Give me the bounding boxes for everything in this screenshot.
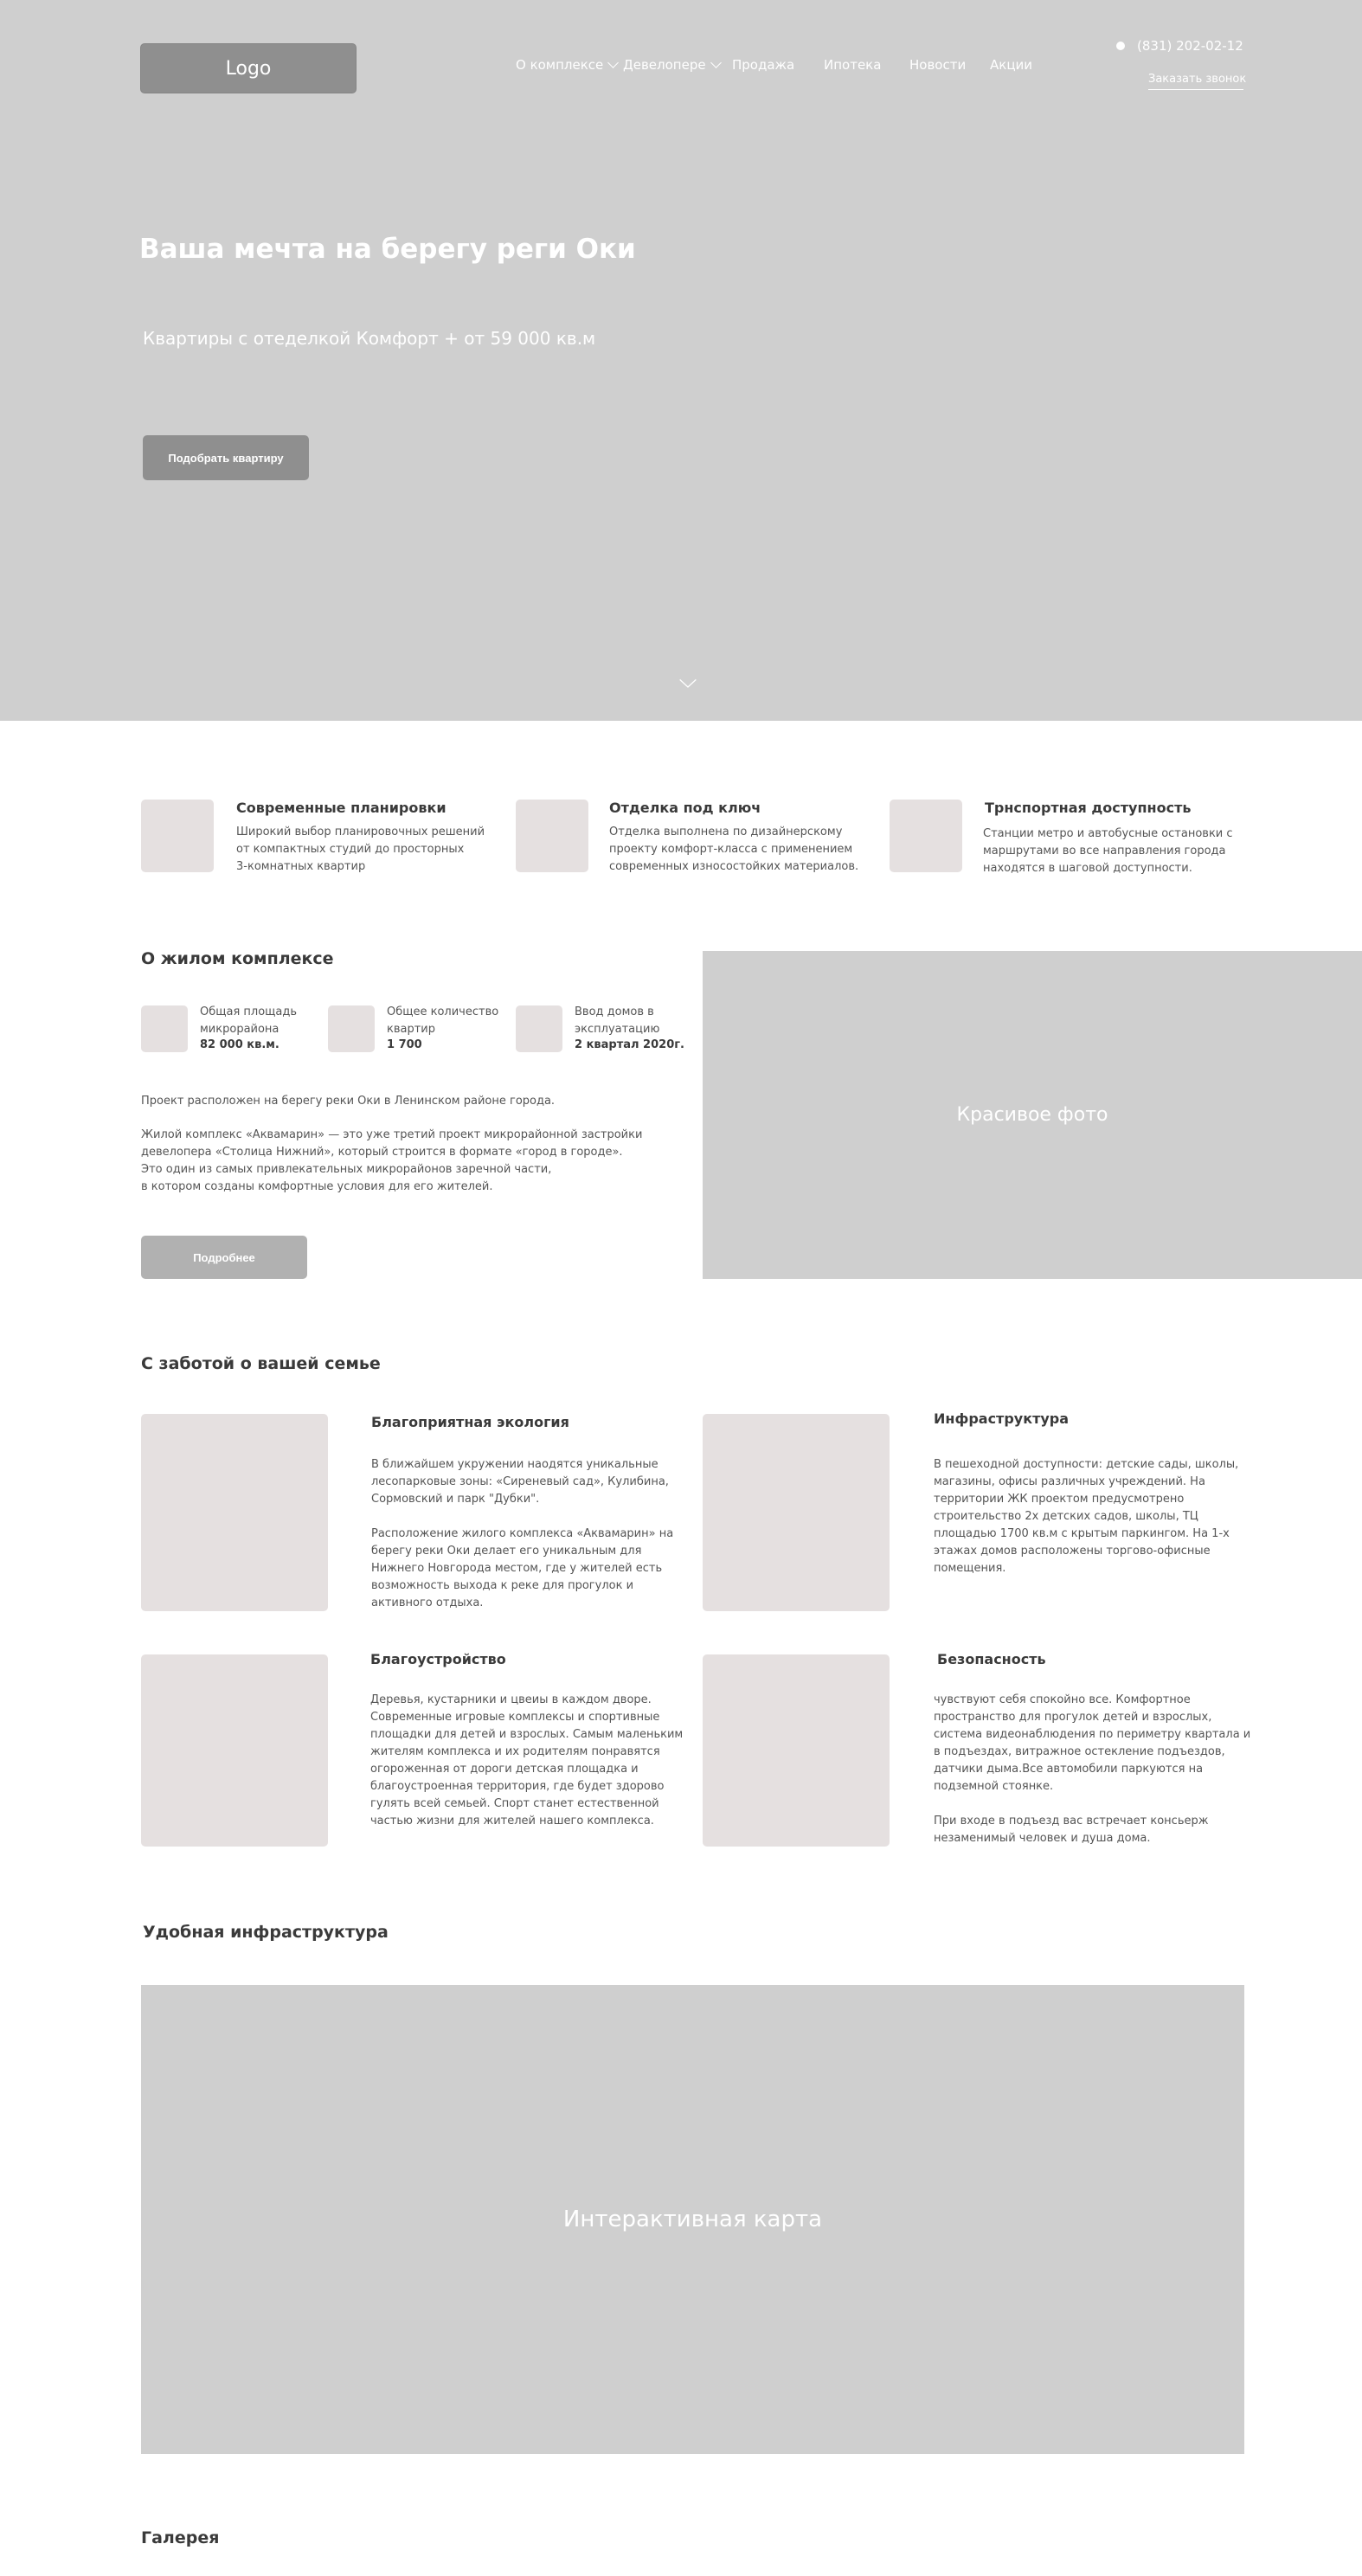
nav-item-label: Девелопере: [623, 57, 706, 73]
nav-item-label: Новости: [909, 57, 967, 73]
stat-value: 1 700: [387, 1038, 422, 1051]
map-label: Интерактивная карта: [562, 2207, 823, 2232]
nav-item-developer[interactable]: [623, 57, 720, 73]
phone-icon: [1116, 42, 1125, 50]
care-item-title: Благоприятная экология: [371, 1414, 569, 1430]
infrastructure-title: Удобная инфраструктура: [143, 1923, 389, 1942]
nav-item-mortgage[interactable]: [824, 57, 881, 73]
chevron-down-icon: [710, 57, 722, 68]
care-item-text: В ближайшем укружении наодятся уникальные лесопарковые зоны: «Сиреневый сад», Кулибина, Сормовский и парк "Дубки". Расположение жилого комплекса «Аквамарин» на берегу реки Оки делает его уникальным для Нижнего Новгорода местом, где у жителей есть возможность выхода к реке для прогулок и активного отдыха.: [371, 1458, 674, 1609]
feature-text: Отделка выполнена по дизайнерскому проекту комфорт-класса с применением современных износостойких материалов.: [609, 825, 859, 873]
photo-placeholder: [703, 951, 1362, 1279]
feature-image: [516, 800, 588, 872]
feature-title: Отделка под ключ: [609, 800, 761, 816]
stat-image: [328, 1005, 375, 1052]
chevron-down-icon: [607, 57, 619, 68]
callback-link[interactable]: Заказать звонок: [1148, 73, 1243, 90]
choose-apartment-button[interactable]: Подобрать квартиру: [143, 435, 309, 480]
feature-image: [890, 800, 962, 872]
care-image: [703, 1654, 890, 1847]
care-item-title: Благоустройство: [370, 1651, 506, 1667]
phone-number[interactable]: [1116, 38, 1243, 54]
nav-item-label: Акции: [990, 57, 1033, 73]
gallery-title: Галерея: [141, 2528, 220, 2547]
stat-item: [328, 1004, 518, 1056]
phone-text: (831) 202-02-12: [1137, 38, 1243, 54]
feature-item: [141, 800, 504, 877]
care-image: [141, 1414, 328, 1611]
nav-item-sales[interactable]: [732, 57, 794, 73]
interactive-map[interactable]: [141, 1985, 1244, 2454]
care-item-title: Инфраструктура: [934, 1410, 1070, 1427]
feature-item: [516, 800, 879, 877]
feature-text: Станции метро и автобусные остановки с маршрутами во все направления города находятся в шаговой доступности.: [983, 827, 1233, 875]
stat-label: Общее количество квартир: [387, 1005, 499, 1036]
about-paragraph: Жилой комплекс «Аквамарин» — это уже третий проект микрорайонной застройки девелопера «Столица Нижний», который строится в формате «город в городе». Это один из самых привлекательных микрорайонов заречной части, в котором созданы комфортные условия для его жителей.: [141, 1128, 643, 1193]
nav-item-label: Продажа: [732, 57, 795, 73]
feature-item: [890, 800, 1253, 877]
care-image: [141, 1654, 328, 1847]
photo-label: Красивое фото: [956, 1104, 1108, 1126]
stat-image: [141, 1005, 188, 1052]
stat-value: 82 000 кв.м.: [200, 1038, 279, 1051]
nav-item-promotions[interactable]: [990, 57, 1032, 73]
feature-title: Трнспортная доступность: [985, 800, 1192, 816]
hero-section: [0, 0, 1362, 721]
care-item-text: В пешеходной доступности: детские сады, школы, магазины, офисы различных учреждений. На территории ЖК проектом предусмотрено строительство 2х детских садов, школы, ТЦ площадью 1700 кв.м с крытым паркингом. На 1-х этажах домов расположены торгово-офисные помещения.: [934, 1458, 1239, 1575]
chevron-down-icon[interactable]: [679, 675, 697, 692]
nav-item-label: Ипотека: [824, 57, 882, 73]
more-button[interactable]: Подробнее: [141, 1236, 307, 1279]
feature-text: Широкий выбор планировочных решений от компактных студий до просторных 3-комнатных квартир: [236, 825, 485, 873]
feature-title: Современные планировки: [236, 800, 447, 816]
stat-image: [516, 1005, 562, 1052]
about-title: О жилом комплексе: [141, 949, 334, 968]
logo[interactable]: Logo: [140, 43, 357, 93]
stat-label: Ввод домов в эксплуатацию: [575, 1005, 660, 1036]
care-item-title: Безопасность: [937, 1651, 1046, 1667]
feature-image: [141, 800, 214, 872]
care-item-text: Деревья, кустарники и цвеиы в каждом дворе. Современные игровые комплексы и спортивные площадки для детей и взрослых. Самым маленьким жителям комплекса и их родителям понравятся огороженная от дороги детская площадка и благоустроенная территория, где будет здорово гулять всей семьей. Спорт станет естественной частью жизни для жителей нашего комплекса.: [370, 1693, 684, 1828]
nav-item-news[interactable]: [909, 57, 966, 73]
hero-subtitle: Квартиры с отеделкой Комфорт + от 59 000 кв.м: [143, 328, 596, 349]
about-paragraph: Проект расположен на берегу реки Оки в Ленинском районе города.: [141, 1095, 556, 1108]
nav-item-about[interactable]: [516, 57, 617, 73]
stat-value: 2 квартал 2020г.: [575, 1038, 684, 1051]
stat-label: Общая площадь микрорайона: [200, 1005, 298, 1036]
stat-item: [516, 1004, 706, 1056]
nav-item-label: О комплексе: [516, 57, 604, 73]
stat-item: [141, 1004, 331, 1056]
care-title: С заботой о вашей семье: [141, 1354, 381, 1373]
hero-title: Ваша мечта на берегу реги Оки: [139, 234, 636, 265]
care-item-text: чувствуют себя спокойно все. Комфортное пространство для прогулок детей и взрослых, система видеонаблюдения по периметру квартала и в подъездах, витражное остекление подъездов, датчики дыма.Все автомобили паркуются на подземной стоянке. При входе в подъезд вас встречает консьерж незаменимый человек и душа дома.: [934, 1693, 1251, 1845]
care-image: [703, 1414, 890, 1611]
